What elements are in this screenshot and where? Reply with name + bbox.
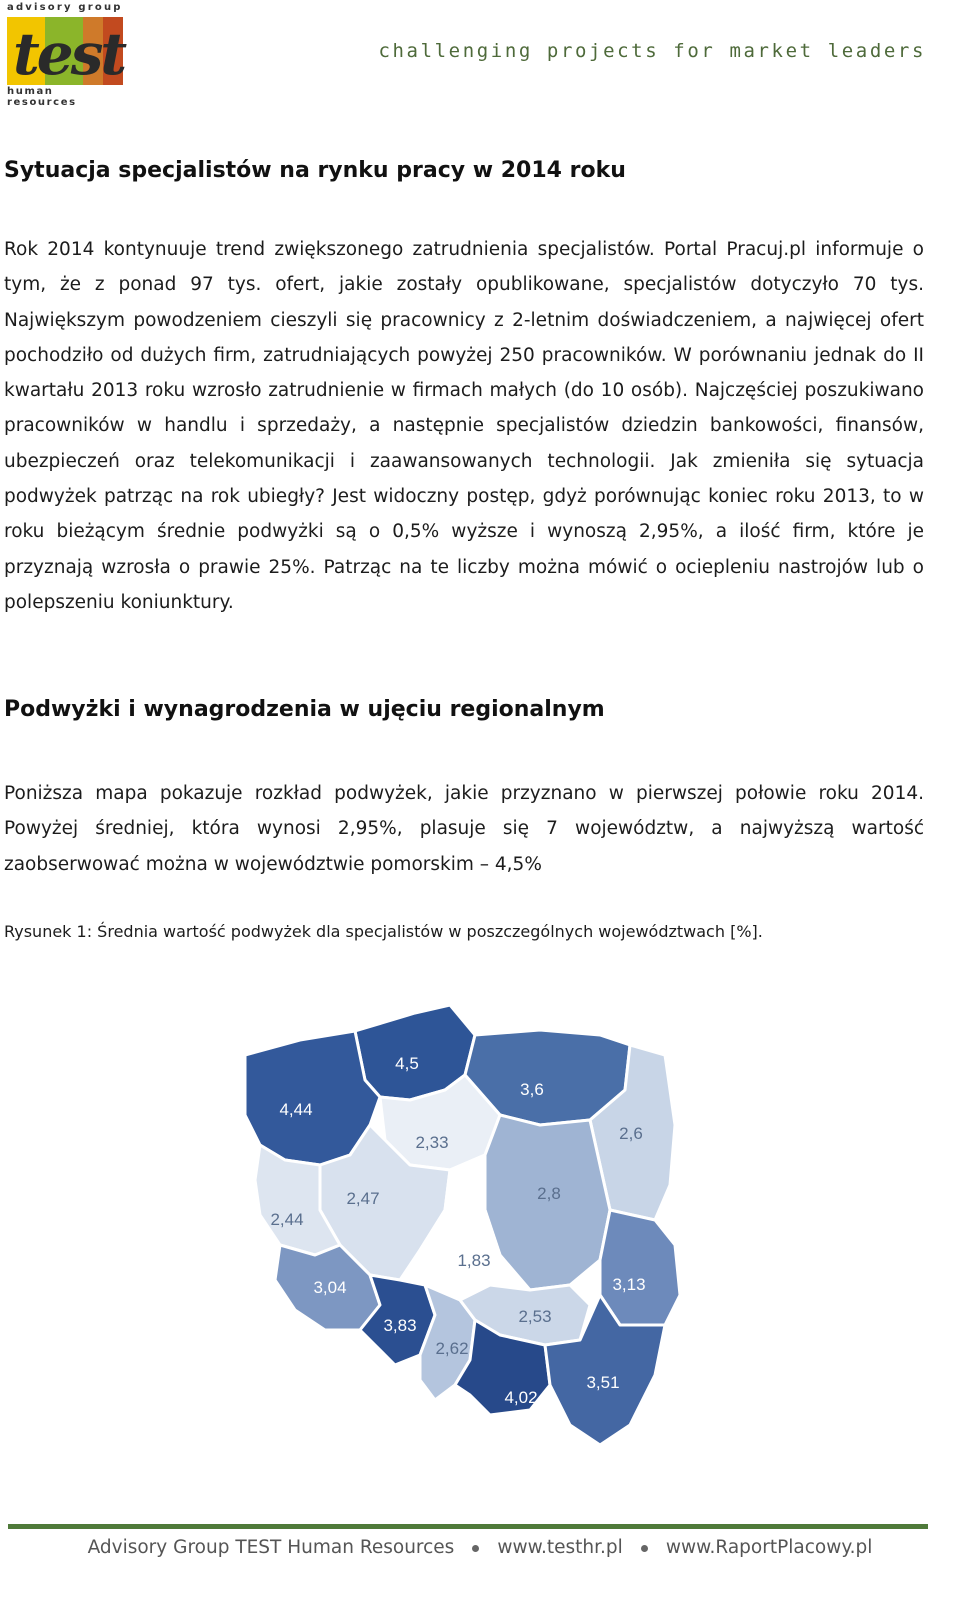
footer-bullet-icon <box>472 1545 479 1552</box>
footer <box>0 1537 960 1558</box>
logo-word: test <box>13 20 125 88</box>
section-title-2-wrap <box>4 697 924 722</box>
logo-color-blocks <box>7 17 125 88</box>
label-zachodniopomorskie: 4,44 <box>279 1100 313 1119</box>
label-lodzkie: 1,83 <box>457 1251 491 1270</box>
footer-company: Advisory Group TEST Human Resources <box>87 1537 455 1558</box>
logo-bottom-text: human resources <box>7 86 77 108</box>
section-body-1-wrap <box>4 232 924 620</box>
label-wielkopolskie: 2,47 <box>346 1189 380 1208</box>
header-tagline: challenging projects for market leaders <box>378 40 926 62</box>
map-svg <box>200 985 760 1465</box>
section-paragraph-labor-market: Rok 2014 kontynuuje trend zwiększonego zatrudnienia specjalistów. Portal Pracuj.pl informuje o tym, że z ponad 97 tys. ofert, jakie zostały opublikowane, specjalistów dotyczyło 70 tys. Największym powodzeniem cieszyli się pracownicy z 2-letnim doświadczeniem, a najwięcej ofert pochodziło od dużych firm, zatrudniających powyżej 250 pracowników. W porównaniu jednak do II kwartału 2013 roku wzrosło zatrudnienie w firmach małych (do 10 osób). Najczęściej poszukiwano pracowników w handlu i sprzedaży, a następnie specjalistów dziedzin bankowości, finansów, ubezpieczeń oraz telekomunikacji i zaawansowanych technologii. Jak zmieniła się sytuacja podwyżek patrząc na rok ubiegły? Jest widoczny postęp, gdyż porównując koniec roku 2013, to w roku bieżącym średnie podwyżki są o 0,5% wyższe i wynoszą 2,95%, a ilość firm, które je przyznają wzrosła o prawie 25%. Patrząc na te liczby można mówić o ociepleniu nastrojów lub o polepszeniu koniunktury. <box>4 239 924 613</box>
label-dolnoslaskie: 3,04 <box>313 1278 347 1297</box>
section-title-regional: Podwyżki i wynagrodzenia w ujęciu regionalnym <box>4 697 605 722</box>
label-podkarpackie: 3,51 <box>586 1373 620 1392</box>
footer-link-raportplacowy[interactable]: www.RaportPlacowy.pl <box>665 1537 873 1558</box>
section-title-labor-market: Sytuacja specjalistów na rynku pracy w 2014 roku <box>4 158 626 183</box>
footer-divider <box>8 1524 928 1529</box>
label-malopolskie: 4,02 <box>504 1388 538 1407</box>
label-swietokrzyskie: 2,53 <box>518 1307 552 1326</box>
footer-link-testhr[interactable]: www.testhr.pl <box>497 1537 623 1558</box>
logo-top-text: advisory group <box>7 2 123 13</box>
footer-bullet-icon <box>641 1545 648 1552</box>
label-opolskie: 3,83 <box>383 1316 417 1335</box>
section-paragraph-regional: Poniższa mapa pokazuje rozkład podwyżek, jakie przyznano w pierwszej połowie roku 2014. Powyżej średniej, która wynosi 2,95%, plasuje się 7 województw, a najwyższą wartość zaobserwować można w województwie pomorskim – 4,5% <box>4 783 924 875</box>
label-warminsko-mazurskie: 3,6 <box>520 1080 544 1099</box>
section-body-2-wrap <box>4 776 924 882</box>
figure-caption-wrap <box>4 922 924 941</box>
section-title-1-wrap <box>4 158 924 183</box>
figure-caption: Rysunek 1: Średnia wartość podwyżek dla specjalistów w poszczególnych województwach [%]. <box>4 922 763 941</box>
label-slaskie: 2,62 <box>435 1339 469 1358</box>
region-lubelskie <box>600 1210 680 1325</box>
label-podlaskie: 2,6 <box>619 1124 643 1143</box>
label-lubelskie: 3,13 <box>612 1275 646 1294</box>
company-logo <box>4 0 126 108</box>
label-kujawsko-pomorskie: 2,33 <box>415 1133 449 1152</box>
label-mazowieckie: 2,8 <box>537 1184 561 1203</box>
label-pomorskie: 4,5 <box>395 1054 419 1073</box>
poland-raise-map <box>200 985 760 1465</box>
label-lubuskie: 2,44 <box>270 1210 304 1229</box>
